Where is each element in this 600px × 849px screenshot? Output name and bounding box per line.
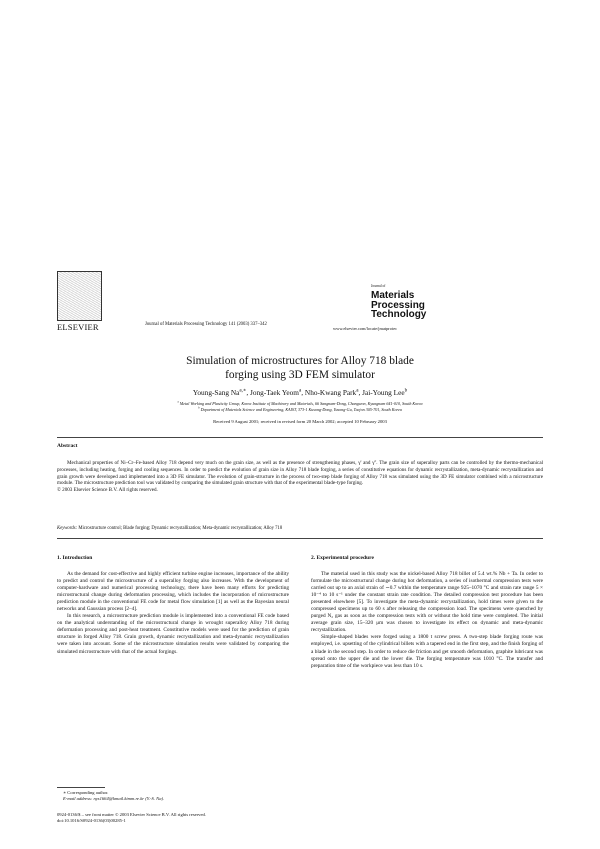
front-matter-line: 0924-0136/$ – see front matter © 2003 Elsevier Science B.V. All rights reserved. (57, 812, 206, 817)
elsevier-tree-emblem (57, 271, 102, 321)
divider (57, 437, 543, 438)
copyright: © 2003 Elsevier Science B.V. All rights reserved. (57, 487, 158, 494)
footnote: E-mail address: nys1664@kmail.kimm.re.kr (Y.-S. Na). (63, 796, 165, 801)
author: Jai-Young Lee$^b$ (362, 387, 408, 397)
author-list (0, 388, 600, 397)
doi-line: doi:10.1016/S0924-0136(03)00285-1 (57, 818, 126, 823)
section-heading-introduction: 1. Introduction (57, 555, 93, 561)
experimental-body (311, 571, 543, 670)
paragraph: Simple-shaped blades were forged using a 1800 t screw press. A two-step blade forging route was employed, i.e. upsetting of the cylindrical billets with a tapered end in the first step, and the finish forging of a blade in the second step. In order to reduce die friction and get smooth deformation, graphite lubricant was spread onto the upper die and the lower die. The forging temperature was 1010 °C. The transfer and preparation time of the workpiece was less than 10 s. (311, 634, 543, 669)
elsevier-logo (57, 271, 102, 334)
affiliations (0, 401, 600, 412)
keywords-text: Microstructure control; Blade forging; Dynamic recrystallization; Meta-dynamic recrystallization; Alloy 718 (78, 526, 283, 531)
affiliation: $^a$ Metal Working and Plasticity Group, Korea Institute of Machinery and Materials, 66 Sangnam-Dong, Changwon, Kyungnam 641-010, South Korea (177, 399, 423, 406)
abstract-heading: Abstract (57, 443, 78, 449)
journal-box-title: Materials Processing Technology (371, 290, 427, 320)
footnote: ∗ Corresponding author. (63, 790, 109, 795)
journal-url: www.elsevier.com/locate/jmatprotec (333, 326, 398, 331)
paragraph: As the demand for cost-effective and highly efficient turbine engine increases, importance of the ability to predict and control the microstructure of a superalloy forging also increases. With the development of computer-hardware and numerical processing technology, there have been many efforts for predicting microstructural change during deformation processing, which includes the incorporation of microstructure prediction module in the conventional FE code for metal flow simulation [1] as well as the Bayesian neural networks and Gaussian process [2–4]. (57, 571, 289, 613)
affiliation: $^b$ Department of Materials Science and Engineering, KAIST, 373-1 Kusong-Dong, Yusong-Gu, Taejon 305-701, South Korea (198, 405, 402, 412)
paragraph: The material used in this study was the nickel-based Alloy 718 billet of 5.4 wt.% Nb + Ta. In order to formulate the microstructural change during hot deformation, a series of isothermal compression tests were carried out up to an axial strain of ∼0.7 within the temperature range 925–1070 °C and strain rate range 5 × 10⁻⁴ to 10 s⁻¹ under the constant strain rate condition. The detailed compression test procedure has been presented elsewhere [5]. To investigate the meta-dynamic recrystallization, hold times were given to the compressed specimens up to 60 s after releasing the compression load. The specimens were quenched by purged N₂ gas as soon as the compression tests with or without the hold time were completed. The initial average grain size, 15–320 μm was chosen to investigate its effect on dynamic and meta-dynamic recrystallization. (311, 571, 543, 634)
keywords-label: Keywords: (57, 526, 78, 531)
abstract-text: Mechanical properties of Ni–Cr–Fe-based Alloy 718 depend very much on the grain size, as well as the presence of strengthening phases, γ' and γ''. The grain size of superalloy parts can be controlled by the thermo-mechanical processes, including heating, forging and cooling sequences. In order to predict the evolution of grain size in Alloy 718 blade forging, a series of constitutive equations for dynamic recrystallization, meta-dynamic recrystallization and grain growth were developed and implemented into a 3D FE simulator. The evolution of grain-structure in the process of two-step blade forging of Alloy 718 was simulated using the 3D FE simulator combined with a microstructure module. The microstructure prediction tool was validated by comparing the simulated grain structure with that of the experimental blade-type forging. © 2003 Elsevier Science B.V. All rights reserved. (57, 460, 543, 494)
footnotes (57, 790, 289, 802)
journal-box-small-label: Journal of (371, 284, 386, 288)
author: Nho-Kwang Park$^a$, (304, 387, 363, 397)
divider (57, 538, 543, 539)
received-dates: Received 9 August 2001; received in revised form 20 March 2002; accepted 10 February 2003 (213, 419, 387, 424)
journal-citation: Journal of Materials Processing Technology 141 (2003) 337–342 (145, 322, 267, 327)
author: Young-Sang $Na^{a,∗}$, (192, 387, 251, 397)
paragraph: In this research, a microstructure prediction module is implemented into a conventional FE code based on the analytical understanding of the microstructural change in wrought superalloy Alloy 718 during deformation processing and post-heat treatment. Constitutive models were used for the prediction of grain structure in forged Alloy 718. Grain growth, dynamic recrystallization and meta-dynamic recrystallization were taken into account. Some of the microstructure simulation results were validated by comparing the simulated microstructure with that of the actual forgings. (57, 613, 289, 655)
author: Jong-Taek Yeom$^a$, (250, 387, 305, 397)
bottom-matter (57, 812, 543, 824)
section-heading-experimental: 2. Experimental procedure (311, 555, 374, 561)
keywords (57, 526, 543, 531)
footnote-rule (57, 787, 105, 788)
publisher-logo-text: ELSEVIER (57, 322, 99, 332)
introduction-body (57, 571, 289, 656)
paper-title: Simulation of microstructures for Alloy 718 blade forging using 3D FEM simulator (186, 355, 414, 381)
